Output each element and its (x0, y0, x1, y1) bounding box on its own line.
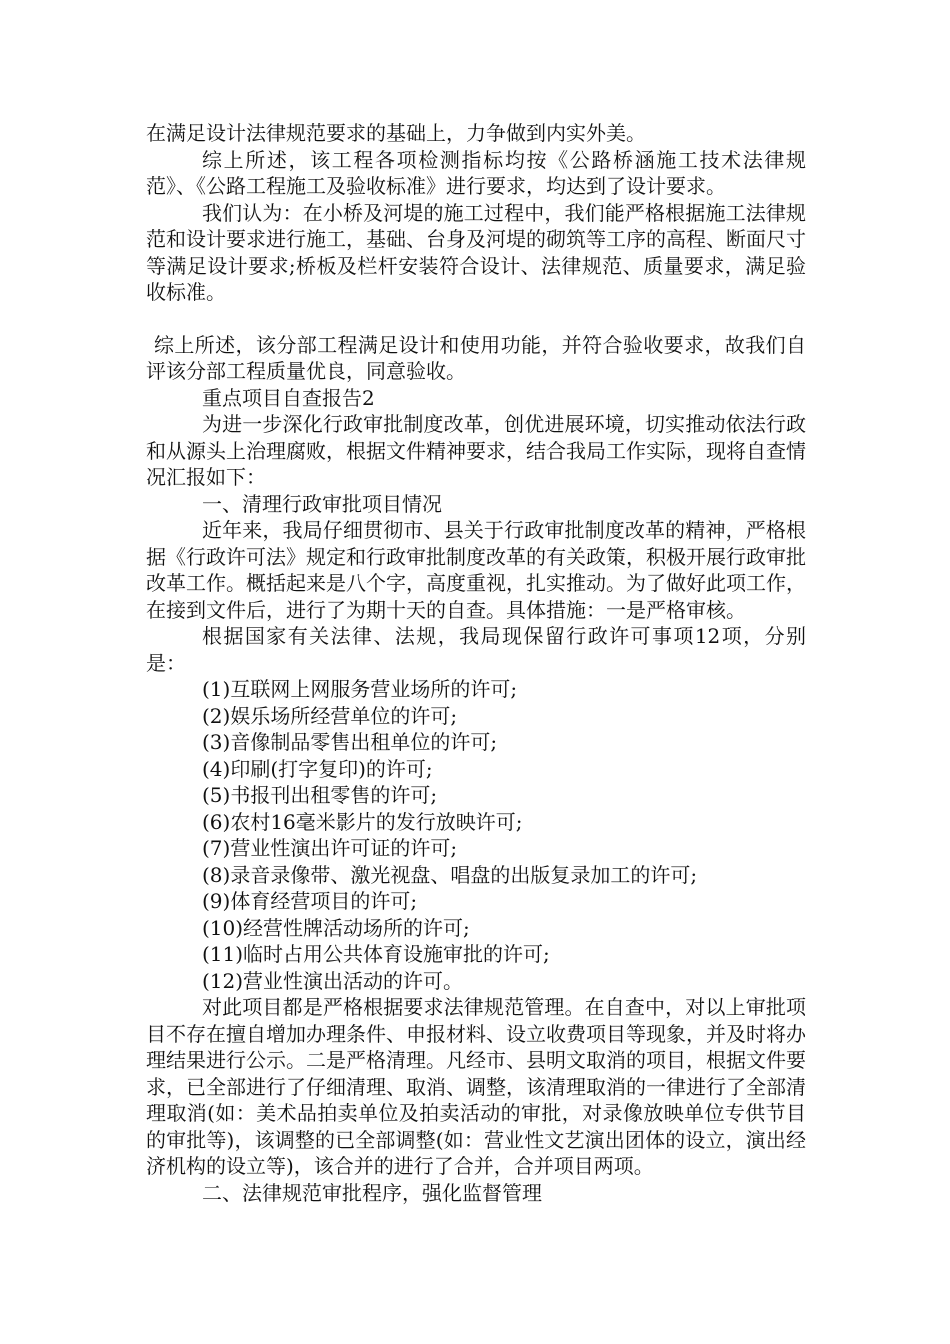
paragraph: 为进一步深化行政审批制度改革，创优进展环境，切实推动依法行政和从源头上治理腐败，根据文件精神要求，结合我局工作实际，现将自查情况汇报如下： (146, 412, 806, 489)
list-item: (11)临时占用公共体育设施审批的许可; (202, 942, 550, 966)
paragraph: 在满足设计法律规范要求的基础上，力争做到内实外美。 (146, 121, 646, 145)
list-item: (5)书报刊出租零售的许可; (202, 783, 438, 807)
paragraph: 我们认为：在小桥及河堤的施工过程中，我们能严格根据施工法律规范和设计要求进行施工，基础、台身及河堤的砌筑等工序的高程、断面尺寸等满足设计要求;桥板及栏杆安装符合设计、法律规范、质量要求，满足验收标准。 (146, 200, 806, 304)
blank-line (146, 306, 806, 332)
list-item: (12)营业性演出活动的许可。 (202, 968, 464, 993)
list-item: (7)营业性演出许可证的许可; (202, 836, 458, 860)
report-title: 重点项目自查报告2 (202, 385, 375, 410)
list-item: (9)体育经营项目的许可; (202, 889, 418, 913)
list-item: (8)录音录像带、激光视盘、唱盘的出版复录加工的许可; (202, 862, 698, 887)
paragraph: 近年来，我局仔细贯彻市、县关于行政审批制度改革的精神，严格根据《行政许可法》规定和行政审批制度改革的有关政策，积极开展行政审批改革工作。概括起来是八个字，高度重视，扎实推动。为了做好此项工作，在接到文件后，进行了为期十天的自查。具体措施：一是严格审核。 (146, 518, 806, 622)
section-heading: 一、清理行政审批项目情况 (202, 491, 442, 516)
permit-list (146, 676, 806, 994)
document-page (146, 120, 806, 1206)
list-item: (2)娱乐场所经营单位的许可; (202, 703, 458, 728)
list-item: (6)农村16毫米影片的发行放映许可; (202, 809, 523, 834)
paragraph: 综上所述，该分部工程满足设计和使用功能，并符合验收要求，故我们自评该分部工程质量优良，同意验收。 (146, 332, 806, 383)
list-item: (3)音像制品零售出租单位的许可; (202, 730, 498, 754)
paragraph: 根据国家有关法律、法规，我局现保留行政许可事项12项，分别是： (146, 624, 806, 675)
list-item: (1)互联网上网服务营业场所的许可; (202, 677, 518, 701)
section-heading: 二、法律规范审批程序，强化监督管理 (202, 1180, 542, 1205)
paragraph: 对此项目都是严格根据要求法律规范管理。在自查中，对以上审批项目不存在擅自增加办理条件、申报材料、设立收费项目等现象，并及时将办理结果进行公示。二是严格清理。凡经市、县明文取消的项目，根据文件要求，已全部进行了仔细清理、取消、调整，该清理取消的一律进行了全部清理取消(如：美术品拍卖单位及拍卖活动的审批，对录像放映单位专供节目的审批等)，该调整的已全部调整(如：营业性文艺演出团体的设立，演出经济机构的设立等)，该合并的进行了合并，合并项目两项。 (146, 995, 806, 1178)
list-item: (10)经营性牌活动场所的许可; (202, 915, 470, 940)
paragraph: 综上所述，该工程各项检测指标均按《公路桥涵施工技术法律规范》、《公路工程施工及验收标准》进行要求，均达到了设计要求。 (146, 147, 806, 198)
list-item: (4)印刷(打字复印)的许可; (202, 756, 433, 781)
